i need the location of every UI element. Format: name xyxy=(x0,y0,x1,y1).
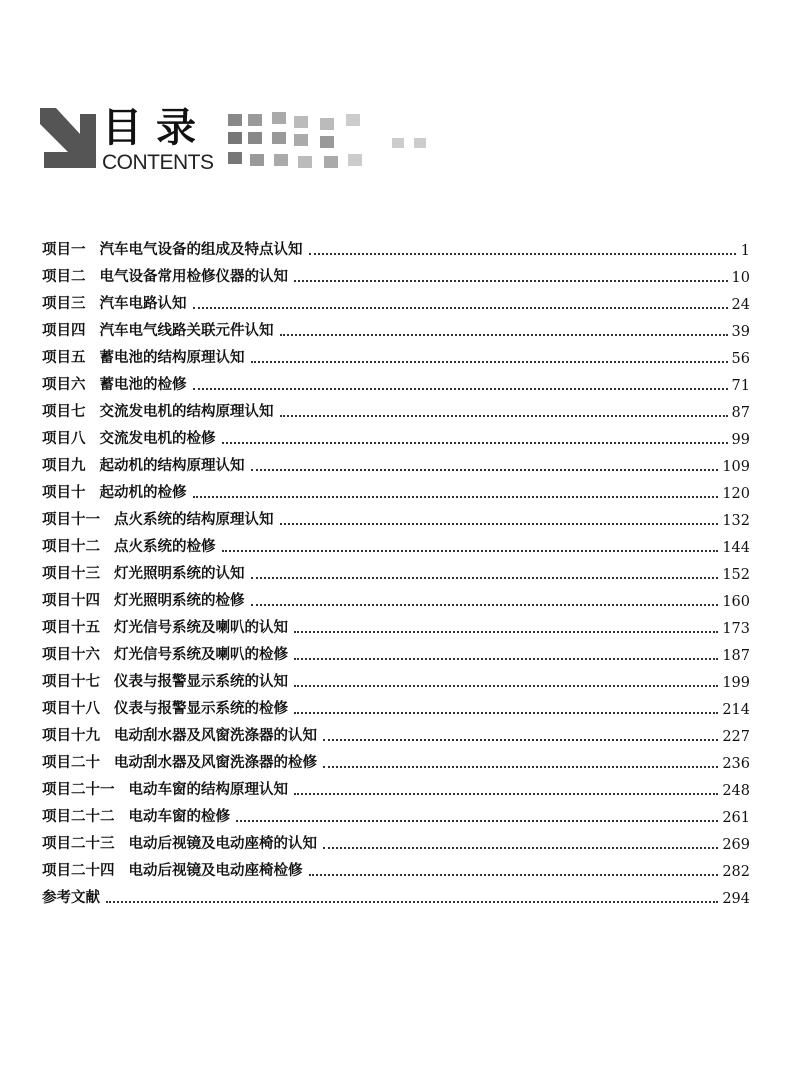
toc-dot-leader xyxy=(251,577,719,579)
toc-entry[interactable] xyxy=(42,880,750,907)
toc-entry-page: 248 xyxy=(722,783,750,799)
toc-entry-label: 项目五 xyxy=(42,350,86,366)
toc-entry-title: 灯光照明系统的认知 xyxy=(114,566,245,582)
toc-entry[interactable] xyxy=(42,502,750,529)
toc-entry-page: 144 xyxy=(722,540,750,556)
toc-entry-title: 灯光照明系统的检修 xyxy=(114,593,245,609)
toc-entry-label: 项目十 xyxy=(42,485,86,501)
page-subtitle: CONTENTS xyxy=(102,151,214,174)
toc-entry-title: 电动后视镜及电动座椅检修 xyxy=(128,863,303,879)
toc-entry-page: 132 xyxy=(722,513,750,529)
decorative-squares xyxy=(228,110,458,172)
toc-entry-label: 项目六 xyxy=(42,377,86,393)
toc-entry-title: 交流发电机的检修 xyxy=(99,431,216,447)
toc-entry-label: 项目十九 xyxy=(42,728,100,744)
toc-entry-label: 项目十二 xyxy=(42,539,100,555)
toc-entry[interactable] xyxy=(42,448,750,475)
toc-entry-label: 项目八 xyxy=(42,431,86,447)
toc-entry-label: 项目三 xyxy=(42,296,86,312)
toc-entry[interactable] xyxy=(42,718,750,745)
toc-entry-title: 起动机的检修 xyxy=(99,485,187,501)
toc-entry-page: 1 xyxy=(740,243,750,259)
toc-entry[interactable] xyxy=(42,232,750,259)
table-of-contents xyxy=(42,232,750,907)
toc-entry-page: 173 xyxy=(722,621,750,637)
toc-entry[interactable] xyxy=(42,637,750,664)
toc-entry-page: 294 xyxy=(722,891,750,907)
toc-entry[interactable] xyxy=(42,610,750,637)
toc-dot-leader xyxy=(294,793,718,795)
toc-entry-page: 160 xyxy=(722,594,750,610)
toc-entry-label: 项目二十三 xyxy=(42,836,115,852)
toc-dot-leader xyxy=(251,469,719,471)
toc-entry-page: 187 xyxy=(722,648,750,664)
toc-entry-title: 起动机的结构原理认知 xyxy=(99,458,245,474)
toc-entry-label: 项目七 xyxy=(42,404,86,420)
toc-dot-leader xyxy=(323,739,718,741)
toc-entry[interactable] xyxy=(42,826,750,853)
toc-dot-leader xyxy=(294,712,718,714)
toc-entry-label: 项目二十 xyxy=(42,755,100,771)
toc-entry[interactable] xyxy=(42,475,750,502)
toc-dot-leader xyxy=(323,847,718,849)
toc-entry[interactable] xyxy=(42,529,750,556)
toc-entry-title: 灯光信号系统及喇叭的检修 xyxy=(114,647,288,663)
toc-entry-page: 109 xyxy=(722,459,750,475)
toc-entry-title: 汽车电路认知 xyxy=(99,296,187,312)
toc-dot-leader xyxy=(193,388,728,390)
toc-dot-leader xyxy=(280,334,728,336)
toc-entry-title: 电动车窗的结构原理认知 xyxy=(128,782,288,798)
toc-entry-page: 227 xyxy=(722,729,750,745)
toc-entry-title: 蓄电池的结构原理认知 xyxy=(99,350,245,366)
toc-entry-label: 项目二十四 xyxy=(42,863,115,879)
toc-entry-title: 仪表与报警显示系统的认知 xyxy=(114,674,288,690)
toc-entry-label: 项目十六 xyxy=(42,647,100,663)
toc-entry-title: 交流发电机的结构原理认知 xyxy=(99,404,274,420)
toc-entry-label: 项目四 xyxy=(42,323,86,339)
toc-entry-label: 项目十三 xyxy=(42,566,100,582)
toc-dot-leader xyxy=(309,253,737,255)
toc-entry-label: 项目十一 xyxy=(42,512,100,528)
toc-entry-page: 199 xyxy=(722,675,750,691)
toc-entry-title: 电动后视镜及电动座椅的认知 xyxy=(128,836,317,852)
toc-entry-page: 152 xyxy=(722,567,750,583)
toc-entry-page: 24 xyxy=(731,297,750,313)
toc-entry-label: 项目二 xyxy=(42,269,86,285)
toc-dot-leader xyxy=(222,550,719,552)
toc-dot-leader xyxy=(294,280,728,282)
toc-entry-label: 项目十八 xyxy=(42,701,100,717)
toc-dot-leader xyxy=(251,361,728,363)
toc-dot-leader xyxy=(294,685,718,687)
toc-entry[interactable] xyxy=(42,421,750,448)
page-title: 目录 xyxy=(102,105,210,151)
toc-entry[interactable] xyxy=(42,367,750,394)
toc-entry-title: 汽车电气线路关联元件认知 xyxy=(99,323,274,339)
toc-dot-leader xyxy=(251,604,719,606)
toc-entry-title: 电动刮水器及风窗洗涤器的认知 xyxy=(114,728,317,744)
toc-entry[interactable] xyxy=(42,691,750,718)
toc-entry-page: 120 xyxy=(722,486,750,502)
toc-dot-leader xyxy=(222,442,728,444)
toc-entry-label: 项目十五 xyxy=(42,620,100,636)
toc-entry-page: 10 xyxy=(731,270,750,286)
toc-entry-page: 87 xyxy=(731,405,750,421)
toc-entry-label: 项目九 xyxy=(42,458,86,474)
toc-entry-title: 仪表与报警显示系统的检修 xyxy=(114,701,288,717)
toc-entry-title: 灯光信号系统及喇叭的认知 xyxy=(114,620,288,636)
toc-dot-leader xyxy=(323,766,718,768)
toc-entry[interactable] xyxy=(42,772,750,799)
toc-entry-page: 99 xyxy=(731,432,750,448)
toc-entry[interactable] xyxy=(42,583,750,610)
arrow-down-right-icon xyxy=(40,108,98,170)
toc-entry[interactable] xyxy=(42,556,750,583)
toc-entry-title: 点火系统的结构原理认知 xyxy=(114,512,274,528)
toc-entry-label: 项目十四 xyxy=(42,593,100,609)
toc-entry[interactable] xyxy=(42,853,750,880)
toc-dot-leader xyxy=(309,874,719,876)
toc-entry-label: 项目二十二 xyxy=(42,809,115,825)
contents-header xyxy=(40,106,460,176)
toc-entry-title: 电气设备常用检修仪器的认知 xyxy=(99,269,288,285)
toc-entry[interactable] xyxy=(42,259,750,286)
toc-dot-leader xyxy=(280,523,719,525)
toc-entry-page: 214 xyxy=(722,702,750,718)
toc-entry-page: 71 xyxy=(731,378,750,394)
toc-entry-label: 项目十七 xyxy=(42,674,100,690)
toc-entry-title: 电动刮水器及风窗洗涤器的检修 xyxy=(114,755,317,771)
toc-dot-leader xyxy=(280,415,728,417)
toc-entry-title: 蓄电池的检修 xyxy=(99,377,187,393)
toc-dot-leader xyxy=(106,901,718,903)
toc-entry-page: 236 xyxy=(722,756,750,772)
toc-entry[interactable] xyxy=(42,340,750,367)
toc-dot-leader xyxy=(193,307,728,309)
toc-entry-page: 56 xyxy=(731,351,750,367)
toc-entry-page: 39 xyxy=(731,324,750,340)
toc-entry-page: 269 xyxy=(722,837,750,853)
toc-entry[interactable] xyxy=(42,799,750,826)
toc-entry-page: 261 xyxy=(722,810,750,826)
toc-entry-page: 282 xyxy=(722,864,750,880)
toc-dot-leader xyxy=(294,631,718,633)
toc-dot-leader xyxy=(193,496,719,498)
toc-dot-leader xyxy=(236,820,718,822)
toc-dot-leader xyxy=(294,658,718,660)
toc-entry[interactable] xyxy=(42,394,750,421)
toc-entry-title: 点火系统的检修 xyxy=(114,539,216,555)
toc-entry-label: 项目一 xyxy=(42,242,86,258)
toc-entry-title: 电动车窗的检修 xyxy=(128,809,230,825)
toc-entry[interactable] xyxy=(42,286,750,313)
toc-entry-label: 项目二十一 xyxy=(42,782,115,798)
toc-entry-title: 汽车电气设备的组成及特点认知 xyxy=(99,242,303,258)
toc-entry-title: 参考文献 xyxy=(42,890,100,906)
toc-entry[interactable] xyxy=(42,745,750,772)
toc-entry[interactable] xyxy=(42,313,750,340)
toc-entry[interactable] xyxy=(42,664,750,691)
